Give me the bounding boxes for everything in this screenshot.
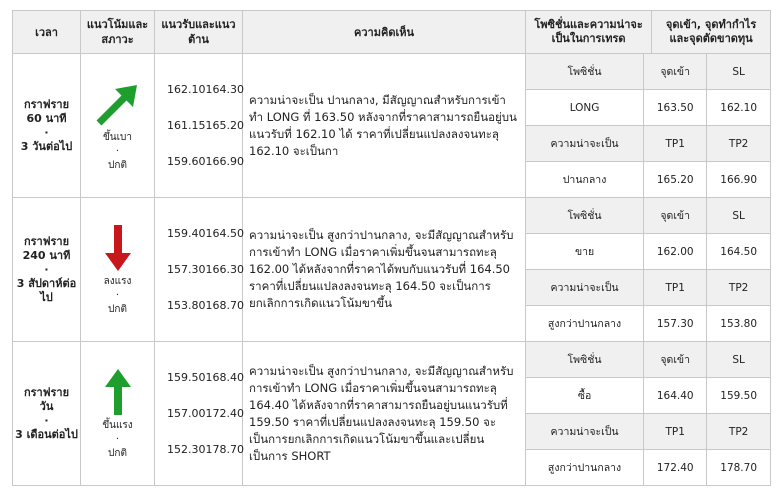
support-value: 159.60 xyxy=(167,155,206,168)
period-cell xyxy=(13,54,81,198)
tp1-label: TP1 xyxy=(644,126,707,162)
period-cell xyxy=(13,342,81,486)
tp1-value: 172.40 xyxy=(644,450,707,486)
period-line: กราฟราย xyxy=(23,97,70,111)
tp2-label: TP2 xyxy=(707,126,770,162)
period-line: · xyxy=(44,125,49,139)
table-row xyxy=(13,342,771,486)
entry-value: 164.40 xyxy=(644,378,707,414)
table-row xyxy=(13,54,771,198)
level-row xyxy=(167,108,242,144)
position-cell xyxy=(526,54,771,198)
position-label: โพซิชั่น xyxy=(526,198,644,234)
support-value: 157.30 xyxy=(167,263,206,276)
period-line: วัน xyxy=(39,399,54,413)
sl-label: SL xyxy=(707,198,770,234)
probability-label: ความน่าจะเป็น xyxy=(526,126,644,162)
trend-cell xyxy=(81,198,155,342)
header-trend: แนวโน้มและสภาวะ xyxy=(81,11,155,54)
sl-value: 159.50 xyxy=(707,378,770,414)
comment-cell: ความน่าจะเป็น ปานกลาง, มีสัญญาณสำหรับการเข้าทำ LONG ที่ 163.50 หลังจากที่ราคาสามารถยืนอยู่บนแนวรับที่ 162.10 ได้ ราคาที่เปลี่ยนแปลงลงจนทะลุ 162.10 จะเป็นกา xyxy=(243,54,526,198)
tp2-value: 153.80 xyxy=(720,317,758,330)
support-value: 153.80 xyxy=(167,299,206,312)
sl-value: 164.50 xyxy=(707,234,770,270)
levels-cell xyxy=(155,54,243,198)
resistance-value: 168.70 xyxy=(205,299,244,312)
header-period: เวลา xyxy=(13,11,81,54)
period-line: 60 นาที xyxy=(26,111,67,125)
levels-cell xyxy=(155,198,243,342)
resistance-value: 168.40 xyxy=(205,371,244,384)
position-value: LONG xyxy=(526,90,644,126)
condition-label: ปกติ xyxy=(108,159,127,171)
level-row xyxy=(167,396,242,432)
resistance-value: 164.50 xyxy=(205,227,244,240)
entry-label: จุดเข้า xyxy=(644,54,707,90)
header-position: โพซิชั่นและความน่าจะเป็นในการเทรด xyxy=(526,11,652,53)
header-comment: ความคิดเห็น xyxy=(243,11,526,54)
arrow-up-right-icon xyxy=(93,79,143,129)
level-row xyxy=(167,72,242,108)
trend-dot: · xyxy=(115,433,120,445)
position-value: ขาย xyxy=(526,234,644,270)
resistance-value: 164.30 xyxy=(205,83,244,96)
period-line: 240 นาที xyxy=(22,248,71,262)
support-value: 159.40 xyxy=(167,227,206,240)
table-row xyxy=(13,198,771,342)
tp1-value: 165.20 xyxy=(644,162,707,198)
position-cell xyxy=(526,342,771,486)
header-row xyxy=(13,11,771,54)
header-points: จุดเข้า, จุดทำกำไรและจุดตัดขาดทุน xyxy=(652,11,770,53)
tp2-label: TP2 xyxy=(707,270,770,306)
level-row xyxy=(167,432,242,468)
support-value: 162.10 xyxy=(167,83,206,96)
trend-label: ขึ้นแรง xyxy=(102,419,133,431)
condition-label: ปกติ xyxy=(108,303,127,315)
analysis-table xyxy=(12,10,771,486)
tp2-value: 166.90 xyxy=(720,173,758,186)
probability-label: ความน่าจะเป็น xyxy=(526,414,644,450)
trend-cell xyxy=(81,342,155,486)
tp1-label: TP1 xyxy=(644,414,707,450)
support-value: 152.30 xyxy=(167,443,206,456)
entry-value: 162.00 xyxy=(644,234,707,270)
period-line: กราฟราย xyxy=(23,385,70,399)
period-line: · xyxy=(44,262,49,276)
resistance-value: 165.20 xyxy=(205,119,244,132)
position-cell xyxy=(526,198,771,342)
probability-value: สูงกว่าปานกลาง xyxy=(526,306,644,342)
position-label: โพซิชั่น xyxy=(526,342,644,378)
probability-value: สูงกว่าปานกลาง xyxy=(526,450,644,486)
period-line: 3 วันต่อไป xyxy=(20,139,73,153)
header-position-group xyxy=(526,11,771,54)
level-row xyxy=(167,252,242,288)
period-line: 3 เดือนต่อไป xyxy=(15,427,78,441)
resistance-value: 166.90 xyxy=(205,155,244,168)
period-cell xyxy=(13,198,81,342)
trend-label: ลงแรง xyxy=(103,275,132,287)
support-value: 159.50 xyxy=(167,371,206,384)
sl-value: 162.10 xyxy=(707,90,770,126)
sl-label: SL xyxy=(707,54,770,90)
trend-dot: · xyxy=(115,289,120,301)
support-value: 161.15 xyxy=(167,119,206,132)
trend-label: ขึ้นเบา xyxy=(102,131,133,143)
position-label: โพซิชั่น xyxy=(526,54,644,90)
header-levels: แนวรับและแนวต้าน xyxy=(155,11,243,54)
condition-label: ปกติ xyxy=(108,447,127,459)
sl-label: SL xyxy=(707,342,770,378)
comment-cell: ความน่าจะเป็น สูงกว่าปานกลาง, จะมีสัญญาณสำหรับการเข้าทำ LONG เมื่อราคาเพิ่มขึ้นจนสามารถทะลุ 162.00 ได้หลังจากที่ราคาได้พบกับแนวรับที่ 164.50 ราคาที่เปลี่ยนแปลงลงจนทะลุ 164.50 จะเป็นการยกเลิกการเกิดแนวโน้มขาขึ้น xyxy=(243,198,526,342)
tp1-label: TP1 xyxy=(644,270,707,306)
probability-label: ความน่าจะเป็น xyxy=(526,270,644,306)
tp2-label: TP2 xyxy=(707,414,770,450)
entry-label: จุดเข้า xyxy=(644,342,707,378)
tp2-value: 178.70 xyxy=(720,461,758,474)
level-row xyxy=(167,144,242,180)
entry-label: จุดเข้า xyxy=(644,198,707,234)
tp1-value: 157.30 xyxy=(644,306,707,342)
level-row xyxy=(167,288,242,324)
resistance-value: 166.30 xyxy=(205,263,244,276)
trend-dot: · xyxy=(115,145,120,157)
level-row xyxy=(167,216,242,252)
trend-cell xyxy=(81,54,155,198)
entry-value: 163.50 xyxy=(644,90,707,126)
resistance-value: 172.40 xyxy=(205,407,244,420)
period-line: · xyxy=(44,413,49,427)
probability-value: ปานกลาง xyxy=(526,162,644,198)
position-value: ซื้อ xyxy=(526,378,644,414)
period-line: 3 สัปดาห์ต่อไป xyxy=(16,276,77,304)
period-line: กราฟราย xyxy=(23,234,70,248)
support-value: 157.00 xyxy=(167,407,206,420)
levels-cell xyxy=(155,342,243,486)
level-row xyxy=(167,360,242,396)
arrow-down-icon xyxy=(93,223,143,273)
comment-cell: ความน่าจะเป็น สูงกว่าปานกลาง, จะมีสัญญาณสำหรับการเข้าทำ LONG เมื่อราคาเพิ่มขึ้นจนสามารถทะลุ 164.40 ได้หลังจากที่ราคาสามารถยืนอยู่บนแนวรับที่ 159.50 ราคาที่เปลี่ยนแปลงลงจนทะลุ 159.50 จะเป็นการยกเลิกการเกิดแนวโน้มขาขึ้นและเปลี่ยนเป็นการ SHORT xyxy=(243,342,526,486)
arrow-up-icon xyxy=(93,367,143,417)
resistance-value: 178.70 xyxy=(205,443,244,456)
